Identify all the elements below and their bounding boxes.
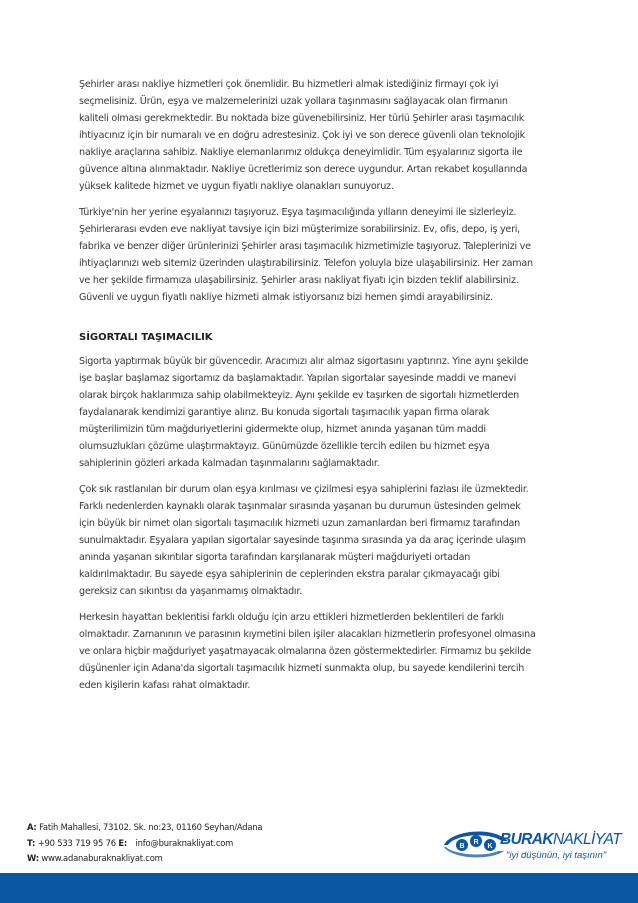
logo-ball-letter: K [487,843,493,850]
document-body [79,76,537,703]
paragraph: Herkesin hayattan beklentisi farklı olduğu için arzu ettikleri hizmetlerden beklentileri de farklı olmaktadır. Zamanının ve parasının kıymetini bilen işiler alacakları hizmetlerin profesyonel olmasına ve onlara hiçbir mağduriyet yaşatmayacak olmalarına özen göstermektedirler. Firmamız bu şekilde düşünenler için Adana'da sigortalı taşımacılık hizmeti sunmakta olup, bu sayede kendilerini tercih eden kişilerin kafası rahat olmaktadır. [79,612,536,691]
web-label: W: [27,853,39,863]
web-line [27,851,262,867]
logo-brand-light: NAKLİYAT [552,831,622,848]
email-text: info@buraknakliyat.com [135,837,234,848]
paragraph: Sigorta yaptırmak büyük bir güvencedir. Aracımızı alır almaz sigortasını yaptırırız. Yine aynı şekilde işe başlar başlamaz sigortamız da başlamaktadır. Yapılan sigortalar sayesinde maddi ve manevi olarak birçok haklarımıza sahip olabilmekteyiz. Aynı şekilde ev taşırken de sigortalı hizmetlerden faydalanarak kendimizi garantiye alırız. Bu konuda sigortalı taşımacılık yapan firma olarak müşterilimizin tüm mağduriyetlerini gidermekte olup, hizmet anında yaşanan tüm maddi olumsuzlukları çözüme ulaştırmaktayız. Günümüzde özellikle tercih edilen bu hizmet eşya sahiplerinin gözleri arkada kalmadan taşınmalarını sağlamaktadır. [79,356,529,469]
address-label: A: [27,822,37,832]
phone-text: +90 533 719 95 76 [37,837,116,848]
email-label: E: [118,837,128,848]
phone-email-line [27,836,262,852]
address-text: Fatih Mahallesi, 73102. Sk. no:23, 01160 Seyhan/Adana [39,822,263,832]
web-text: www.adanaburaknakliyat.com [41,853,163,863]
paragraph: Çok sık rastlanılan bir durum olan eşya kırılması ve çizilmesi eşya sahiplerini fazlası ile üzmektedir. Farklı nedenlerden kaynaklı olarak taşınmalar sırasında yaşanan bu durumun üstesinden gelmek için büyük bir nimet olan sigortalı taşımacılık hizmeti uzun zamanlardan beri firmamız tarafından sunulmaktadır. Eşyalara yapılan sigortalar sayesinde taşınma sırasında ya da araç içerinde ulaşım anında yaşanan sıkıntılar sigorta tarafından karşılanarak müşteri mağduriyeti ortadan kaldırılmaktadır. Bu sayede eşya sahiplerinin de ceplerinden ekstra paralar çıkmayacağı gibi gereksiz can sıkıntısı da yaşanmamış olmaktadır. [79,484,529,597]
section-heading: SİGORTALI TAŞIMACILIK [79,332,213,343]
phone-label: T: [27,837,36,848]
logo-brand-bold: BURAK [500,831,553,848]
paragraph: Türkiye'nin her yerine eşyalarınızı taşıyoruz. Eşya taşımacılığında yılların deneyimi ile sizlerleyiz. Şehirlerarası evden eve nakliyat tavsiye için bizi müşterimize sorabilirsiniz. Ev, ofis, depo, iş yeri, fabrika ve benzer diğer ürünlerinizi Şehirler arası taşımacılık hizmetimizle taşıyoruz. Taleplerinizi ve ihtiyaçlarınızı web sitemiz üzerinden ulaştırabilirsiniz. Telefon yoluyla bize ulaşabilirsiniz. Her zaman ve her şekilde firmamıza ulaşabilirsiniz. Şehirler arası nakliyat fiyatı için bizden teklif alabilirsiniz. Güvenli ve uygun fiyatlı nakliye hizmeti almak istiyorsanız bizi hemen şimdi arayabilirsiniz. [79,207,533,303]
logo-ball-letter: B [459,843,465,850]
bottom-color-bar [0,873,638,903]
address-line [27,820,262,836]
footer-contact [27,820,262,867]
burak-nakliyat-logo [442,827,632,867]
logo-wordmark [500,831,623,848]
logo-ball-letter: R [473,839,479,846]
logo-slogan: "iyi düşünün, iyi taşının" [506,850,607,861]
paragraph: Şehirler arası nakliye hizmetleri çok önemlidir. Bu hizmetleri almak istediğiniz firmayı çok iyi seçmelisiniz. Ürün, eşya ve malzemelerinizi uzak yollara taşınmasını sağlayacak olan firmanın kaliteli olması gerekmektedir. Bu noktada bize güvenebilirsiniz. Her türlü Şehirler arası taşımacılık ihtiyacınız için bir numaralı ve en doğru adrestesiniz. Çok iyi ve son derece güvenli olan teknolojik nakliye araçlarına sahibiz. Nakliye elemanlarımız oldukça deneyimlidir. Tüm eşyalarınız sigorta ile güvence altına alınmaktadır. Nakliye ücretlerimiz son derece uygundur. Artan rekabet koşullarında yüksek kalitede hizmet ve uygun fiyatlı nakliye olanakları sunuyoruz. [79,79,528,192]
